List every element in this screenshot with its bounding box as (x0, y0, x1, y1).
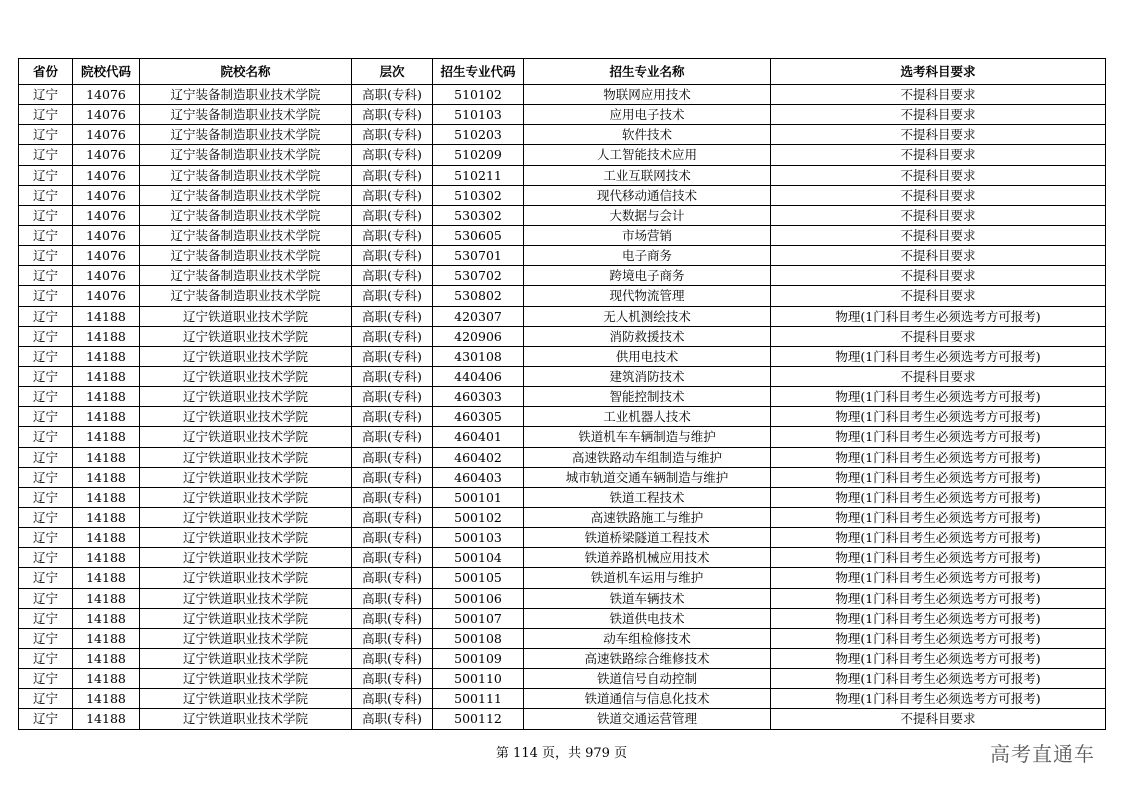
cell-major-code: 510103 (433, 105, 524, 125)
cell-level: 高职(专科) (352, 306, 433, 326)
cell-province: 辽宁 (19, 246, 73, 266)
cell-major-code: 460403 (433, 467, 524, 487)
cell-province: 辽宁 (19, 588, 73, 608)
cell-school-code: 14076 (73, 286, 140, 306)
cell-subject-requirement: 物理(1门科目考生必须选考方可报考) (771, 588, 1106, 608)
cell-subject-requirement: 不提科目要求 (771, 185, 1106, 205)
cell-school-name: 辽宁装备制造职业技术学院 (140, 85, 352, 105)
cell-major-code: 500108 (433, 628, 524, 648)
cell-major-code: 440406 (433, 366, 524, 386)
cell-major-code: 530802 (433, 286, 524, 306)
cell-province: 辽宁 (19, 105, 73, 125)
cell-subject-requirement: 不提科目要求 (771, 366, 1106, 386)
table-row (19, 568, 1106, 588)
cell-major-name: 智能控制技术 (524, 387, 771, 407)
table-row (19, 427, 1106, 447)
cell-major-code: 530701 (433, 246, 524, 266)
table-row (19, 185, 1106, 205)
cell-school-code: 14188 (73, 648, 140, 668)
cell-province: 辽宁 (19, 447, 73, 467)
cell-major-name: 工业机器人技术 (524, 407, 771, 427)
table-row (19, 387, 1106, 407)
cell-major-name: 高速铁路动车组制造与维护 (524, 447, 771, 467)
cell-major-name: 动车组检修技术 (524, 628, 771, 648)
cell-level: 高职(专科) (352, 266, 433, 286)
cell-major-name: 铁道交通运营管理 (524, 709, 771, 729)
cell-major-code: 530302 (433, 205, 524, 225)
table-row (19, 588, 1106, 608)
table-header-row (19, 59, 1106, 85)
cell-level: 高职(专科) (352, 246, 433, 266)
cell-school-code: 14188 (73, 669, 140, 689)
cell-school-name: 辽宁铁道职业技术学院 (140, 447, 352, 467)
cell-school-code: 14188 (73, 507, 140, 527)
cell-level: 高职(专科) (352, 286, 433, 306)
cell-level: 高职(专科) (352, 467, 433, 487)
cell-major-name: 无人机测绘技术 (524, 306, 771, 326)
cell-major-name: 电子商务 (524, 246, 771, 266)
cell-school-code: 14188 (73, 326, 140, 346)
cell-school-name: 辽宁铁道职业技术学院 (140, 608, 352, 628)
cell-major-code: 430108 (433, 346, 524, 366)
cell-subject-requirement: 物理(1门科目考生必须选考方可报考) (771, 306, 1106, 326)
cell-school-code: 14188 (73, 608, 140, 628)
cell-subject-requirement: 物理(1门科目考生必须选考方可报考) (771, 628, 1106, 648)
cell-school-name: 辽宁铁道职业技术学院 (140, 568, 352, 588)
cell-major-code: 510211 (433, 165, 524, 185)
cell-school-code: 14076 (73, 246, 140, 266)
cell-school-code: 14076 (73, 85, 140, 105)
cell-subject-requirement: 物理(1门科目考生必须选考方可报考) (771, 507, 1106, 527)
cell-level: 高职(专科) (352, 366, 433, 386)
cell-school-code: 14188 (73, 306, 140, 326)
cell-school-code: 14188 (73, 568, 140, 588)
cell-subject-requirement: 物理(1门科目考生必须选考方可报考) (771, 467, 1106, 487)
cell-major-code: 530702 (433, 266, 524, 286)
cell-level: 高职(专科) (352, 608, 433, 628)
cell-major-code: 420307 (433, 306, 524, 326)
cell-subject-requirement: 不提科目要求 (771, 85, 1106, 105)
cell-level: 高职(专科) (352, 648, 433, 668)
cell-major-name: 铁道机车车辆制造与维护 (524, 427, 771, 447)
cell-major-code: 460401 (433, 427, 524, 447)
cell-province: 辽宁 (19, 306, 73, 326)
cell-level: 高职(专科) (352, 568, 433, 588)
cell-major-name: 城市轨道交通车辆制造与维护 (524, 467, 771, 487)
cell-province: 辽宁 (19, 185, 73, 205)
table-row (19, 366, 1106, 386)
cell-major-code: 510302 (433, 185, 524, 205)
cell-major-name: 铁道养路机械应用技术 (524, 548, 771, 568)
page-number: 第 114 页，共 979 页 (495, 746, 628, 761)
cell-level: 高职(专科) (352, 548, 433, 568)
cell-school-code: 14076 (73, 205, 140, 225)
cell-level: 高职(专科) (352, 689, 433, 709)
cell-school-name: 辽宁装备制造职业技术学院 (140, 246, 352, 266)
cell-level: 高职(专科) (352, 447, 433, 467)
table-row (19, 306, 1106, 326)
cell-level: 高职(专科) (352, 185, 433, 205)
cell-major-code: 500103 (433, 528, 524, 548)
cell-province: 辽宁 (19, 689, 73, 709)
cell-province: 辽宁 (19, 85, 73, 105)
cell-school-code: 14188 (73, 487, 140, 507)
cell-province: 辽宁 (19, 145, 73, 165)
cell-subject-requirement: 物理(1门科目考生必须选考方可报考) (771, 608, 1106, 628)
table-row (19, 608, 1106, 628)
cell-major-code: 500102 (433, 507, 524, 527)
table-row (19, 628, 1106, 648)
cell-subject-requirement: 物理(1门科目考生必须选考方可报考) (771, 487, 1106, 507)
table-row (19, 548, 1106, 568)
cell-major-code: 500104 (433, 548, 524, 568)
cell-school-name: 辽宁铁道职业技术学院 (140, 487, 352, 507)
cell-major-code: 500106 (433, 588, 524, 608)
cell-school-code: 14188 (73, 447, 140, 467)
cell-major-name: 铁道信号自动控制 (524, 669, 771, 689)
header-major-code: 招生专业代码 (433, 59, 524, 85)
cell-province: 辽宁 (19, 366, 73, 386)
cell-school-name: 辽宁铁道职业技术学院 (140, 346, 352, 366)
cell-school-name: 辽宁铁道职业技术学院 (140, 648, 352, 668)
header-major-name: 招生专业名称 (524, 59, 771, 85)
table-row (19, 709, 1106, 729)
cell-subject-requirement: 物理(1门科目考生必须选考方可报考) (771, 648, 1106, 668)
cell-school-name: 辽宁铁道职业技术学院 (140, 366, 352, 386)
table-row (19, 266, 1106, 286)
cell-major-name: 高速铁路施工与维护 (524, 507, 771, 527)
table-row (19, 346, 1106, 366)
table-row (19, 487, 1106, 507)
cell-major-code: 510203 (433, 125, 524, 145)
cell-major-name: 铁道桥梁隧道工程技术 (524, 528, 771, 548)
cell-province: 辽宁 (19, 427, 73, 447)
cell-level: 高职(专科) (352, 407, 433, 427)
cell-major-code: 460303 (433, 387, 524, 407)
cell-school-name: 辽宁铁道职业技术学院 (140, 407, 352, 427)
table-row (19, 669, 1106, 689)
table-row (19, 648, 1106, 668)
cell-school-name: 辽宁装备制造职业技术学院 (140, 286, 352, 306)
table-row (19, 407, 1106, 427)
cell-subject-requirement: 不提科目要求 (771, 165, 1106, 185)
cell-school-name: 辽宁铁道职业技术学院 (140, 528, 352, 548)
cell-province: 辽宁 (19, 346, 73, 366)
cell-subject-requirement: 不提科目要求 (771, 709, 1106, 729)
cell-level: 高职(专科) (352, 85, 433, 105)
cell-level: 高职(专科) (352, 125, 433, 145)
cell-major-name: 铁道供电技术 (524, 608, 771, 628)
cell-province: 辽宁 (19, 467, 73, 487)
cell-level: 高职(专科) (352, 205, 433, 225)
table-row (19, 125, 1106, 145)
cell-school-code: 14188 (73, 366, 140, 386)
cell-subject-requirement: 不提科目要求 (771, 125, 1106, 145)
cell-major-code: 530605 (433, 225, 524, 245)
cell-major-code: 500107 (433, 608, 524, 628)
table-body (19, 85, 1106, 730)
cell-school-name: 辽宁铁道职业技术学院 (140, 467, 352, 487)
cell-school-name: 辽宁装备制造职业技术学院 (140, 145, 352, 165)
table-row (19, 205, 1106, 225)
cell-school-code: 14076 (73, 165, 140, 185)
cell-subject-requirement: 不提科目要求 (771, 246, 1106, 266)
cell-major-code: 460402 (433, 447, 524, 467)
cell-level: 高职(专科) (352, 387, 433, 407)
cell-subject-requirement: 物理(1门科目考生必须选考方可报考) (771, 568, 1106, 588)
cell-major-name: 软件技术 (524, 125, 771, 145)
cell-school-name: 辽宁铁道职业技术学院 (140, 326, 352, 346)
table-row (19, 326, 1106, 346)
cell-major-code: 420906 (433, 326, 524, 346)
table-row (19, 689, 1106, 709)
cell-major-name: 现代移动通信技术 (524, 185, 771, 205)
cell-school-name: 辽宁铁道职业技术学院 (140, 689, 352, 709)
cell-school-code: 14188 (73, 588, 140, 608)
table-row (19, 145, 1106, 165)
cell-province: 辽宁 (19, 608, 73, 628)
cell-subject-requirement: 物理(1门科目考生必须选考方可报考) (771, 387, 1106, 407)
cell-subject-requirement: 不提科目要求 (771, 266, 1106, 286)
cell-subject-requirement: 物理(1门科目考生必须选考方可报考) (771, 427, 1106, 447)
cell-major-name: 供用电技术 (524, 346, 771, 366)
cell-major-name: 跨境电子商务 (524, 266, 771, 286)
table-row (19, 286, 1106, 306)
cell-school-name: 辽宁装备制造职业技术学院 (140, 105, 352, 125)
cell-major-name: 铁道通信与信息化技术 (524, 689, 771, 709)
cell-subject-requirement: 不提科目要求 (771, 326, 1106, 346)
cell-level: 高职(专科) (352, 165, 433, 185)
header-subject-requirement: 选考科目要求 (771, 59, 1106, 85)
cell-school-code: 14188 (73, 689, 140, 709)
cell-level: 高职(专科) (352, 669, 433, 689)
header-level: 层次 (352, 59, 433, 85)
cell-subject-requirement: 不提科目要求 (771, 225, 1106, 245)
cell-province: 辽宁 (19, 548, 73, 568)
cell-level: 高职(专科) (352, 225, 433, 245)
cell-school-name: 辽宁装备制造职业技术学院 (140, 225, 352, 245)
cell-province: 辽宁 (19, 387, 73, 407)
cell-subject-requirement: 物理(1门科目考生必须选考方可报考) (771, 669, 1106, 689)
cell-school-name: 辽宁铁道职业技术学院 (140, 387, 352, 407)
cell-major-name: 市场营销 (524, 225, 771, 245)
table-row (19, 105, 1106, 125)
cell-subject-requirement: 物理(1门科目考生必须选考方可报考) (771, 528, 1106, 548)
cell-subject-requirement: 不提科目要求 (771, 286, 1106, 306)
cell-level: 高职(专科) (352, 487, 433, 507)
cell-major-name: 应用电子技术 (524, 105, 771, 125)
cell-school-name: 辽宁铁道职业技术学院 (140, 669, 352, 689)
cell-major-code: 510102 (433, 85, 524, 105)
cell-subject-requirement: 物理(1门科目考生必须选考方可报考) (771, 447, 1106, 467)
cell-province: 辽宁 (19, 507, 73, 527)
cell-school-code: 14188 (73, 467, 140, 487)
cell-province: 辽宁 (19, 407, 73, 427)
table-row (19, 225, 1106, 245)
cell-school-code: 14076 (73, 225, 140, 245)
cell-school-code: 14076 (73, 125, 140, 145)
cell-school-name: 辽宁装备制造职业技术学院 (140, 165, 352, 185)
cell-province: 辽宁 (19, 568, 73, 588)
cell-province: 辽宁 (19, 205, 73, 225)
cell-level: 高职(专科) (352, 346, 433, 366)
cell-school-code: 14188 (73, 427, 140, 447)
cell-province: 辽宁 (19, 628, 73, 648)
cell-school-code: 14076 (73, 185, 140, 205)
table-row (19, 165, 1106, 185)
cell-major-name: 大数据与会计 (524, 205, 771, 225)
cell-major-name: 工业互联网技术 (524, 165, 771, 185)
cell-school-name: 辽宁装备制造职业技术学院 (140, 125, 352, 145)
cell-province: 辽宁 (19, 528, 73, 548)
cell-subject-requirement: 不提科目要求 (771, 205, 1106, 225)
cell-major-code: 500112 (433, 709, 524, 729)
cell-province: 辽宁 (19, 648, 73, 668)
cell-school-code: 14188 (73, 548, 140, 568)
cell-level: 高职(专科) (352, 145, 433, 165)
cell-major-name: 铁道机车运用与维护 (524, 568, 771, 588)
cell-school-name: 辽宁铁道职业技术学院 (140, 548, 352, 568)
cell-province: 辽宁 (19, 487, 73, 507)
cell-school-name: 辽宁铁道职业技术学院 (140, 507, 352, 527)
cell-major-name: 现代物流管理 (524, 286, 771, 306)
table-row (19, 447, 1106, 467)
cell-school-name: 辽宁装备制造职业技术学院 (140, 205, 352, 225)
cell-school-code: 14188 (73, 407, 140, 427)
cell-level: 高职(专科) (352, 326, 433, 346)
cell-school-code: 14188 (73, 387, 140, 407)
table-row (19, 528, 1106, 548)
cell-subject-requirement: 物理(1门科目考生必须选考方可报考) (771, 407, 1106, 427)
cell-school-name: 辽宁铁道职业技术学院 (140, 628, 352, 648)
cell-major-name: 消防救援技术 (524, 326, 771, 346)
cell-school-name: 辽宁装备制造职业技术学院 (140, 185, 352, 205)
cell-level: 高职(专科) (352, 588, 433, 608)
cell-province: 辽宁 (19, 165, 73, 185)
cell-school-name: 辽宁铁道职业技术学院 (140, 709, 352, 729)
cell-major-code: 510209 (433, 145, 524, 165)
admission-table (18, 58, 1106, 730)
cell-level: 高职(专科) (352, 507, 433, 527)
cell-major-code: 500101 (433, 487, 524, 507)
cell-level: 高职(专科) (352, 105, 433, 125)
cell-subject-requirement: 物理(1门科目考生必须选考方可报考) (771, 548, 1106, 568)
cell-level: 高职(专科) (352, 427, 433, 447)
cell-level: 高职(专科) (352, 709, 433, 729)
cell-school-code: 14188 (73, 709, 140, 729)
cell-subject-requirement: 不提科目要求 (771, 105, 1106, 125)
cell-province: 辽宁 (19, 669, 73, 689)
cell-province: 辽宁 (19, 709, 73, 729)
cell-major-code: 500109 (433, 648, 524, 668)
cell-major-code: 500105 (433, 568, 524, 588)
cell-school-code: 14188 (73, 528, 140, 548)
cell-school-code: 14188 (73, 346, 140, 366)
cell-major-code: 460305 (433, 407, 524, 427)
cell-province: 辽宁 (19, 225, 73, 245)
table-row (19, 507, 1106, 527)
cell-subject-requirement: 不提科目要求 (771, 145, 1106, 165)
cell-major-code: 500110 (433, 669, 524, 689)
header-province: 省份 (19, 59, 73, 85)
watermark-logo: 高考直通车 (990, 742, 1095, 766)
header-school-code: 院校代码 (73, 59, 140, 85)
cell-major-name: 人工智能技术应用 (524, 145, 771, 165)
header-school-name: 院校名称 (140, 59, 352, 85)
cell-school-name: 辽宁装备制造职业技术学院 (140, 266, 352, 286)
table-row (19, 467, 1106, 487)
cell-major-name: 高速铁路综合维修技术 (524, 648, 771, 668)
table-row (19, 85, 1106, 105)
table-row (19, 246, 1106, 266)
cell-major-code: 500111 (433, 689, 524, 709)
cell-major-name: 建筑消防技术 (524, 366, 771, 386)
cell-level: 高职(专科) (352, 628, 433, 648)
cell-major-name: 铁道工程技术 (524, 487, 771, 507)
cell-school-code: 14188 (73, 628, 140, 648)
cell-school-name: 辽宁铁道职业技术学院 (140, 588, 352, 608)
cell-province: 辽宁 (19, 286, 73, 306)
cell-major-name: 铁道车辆技术 (524, 588, 771, 608)
cell-school-name: 辽宁铁道职业技术学院 (140, 427, 352, 447)
cell-school-code: 14076 (73, 266, 140, 286)
cell-school-name: 辽宁铁道职业技术学院 (140, 306, 352, 326)
cell-province: 辽宁 (19, 125, 73, 145)
cell-school-code: 14076 (73, 105, 140, 125)
cell-province: 辽宁 (19, 326, 73, 346)
cell-subject-requirement: 物理(1门科目考生必须选考方可报考) (771, 346, 1106, 366)
cell-school-code: 14076 (73, 145, 140, 165)
cell-province: 辽宁 (19, 266, 73, 286)
cell-major-name: 物联网应用技术 (524, 85, 771, 105)
cell-level: 高职(专科) (352, 528, 433, 548)
cell-subject-requirement: 物理(1门科目考生必须选考方可报考) (771, 689, 1106, 709)
